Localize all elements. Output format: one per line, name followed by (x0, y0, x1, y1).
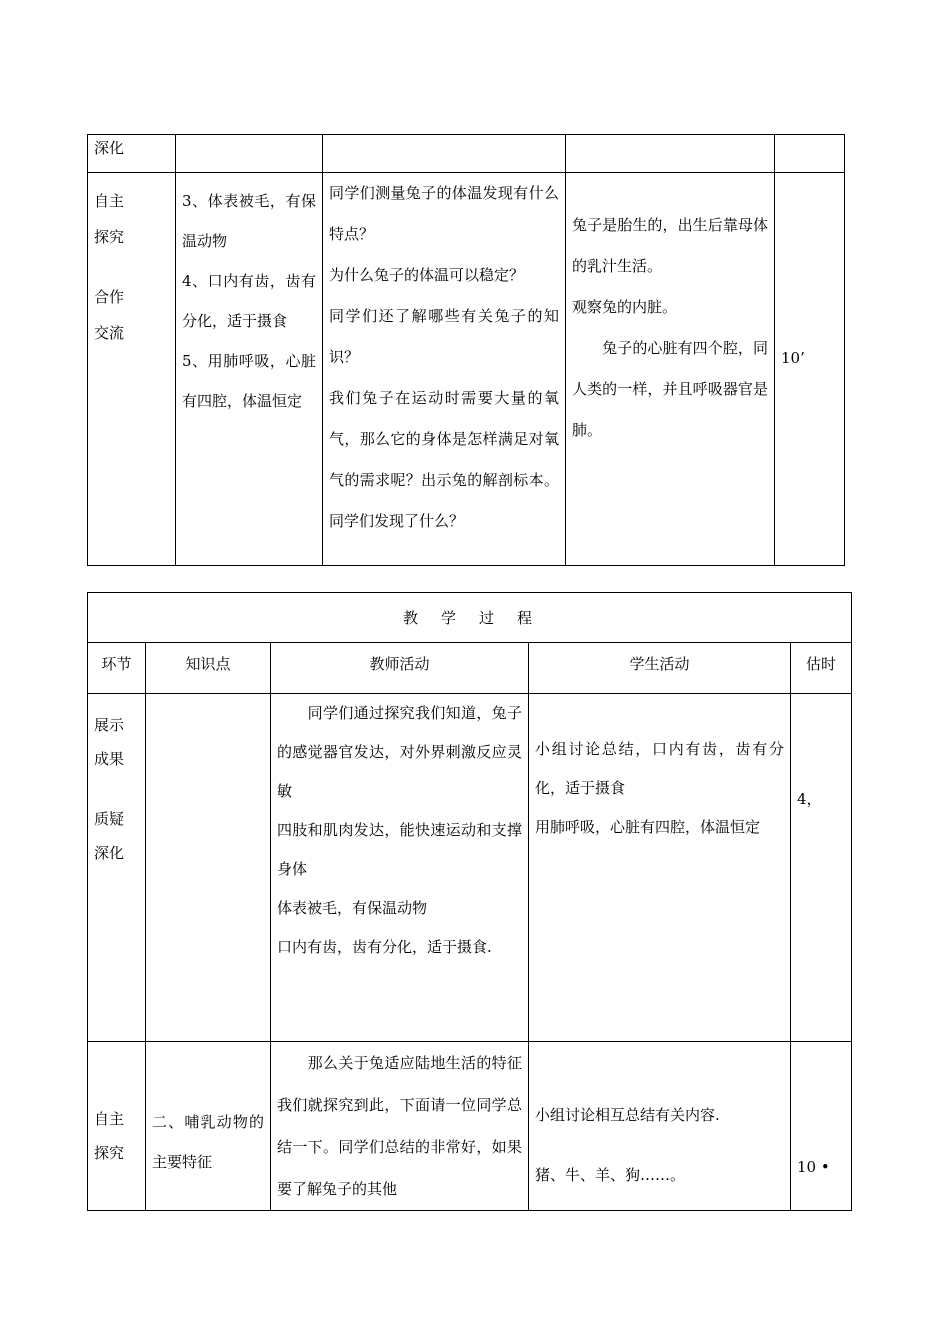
student-cell: 兔子是胎生的，出生后靠母体的乳汁生活。 观察兔的内脏。 兔子的心脏有四个腔，同人类的一样，并且呼吸器官是肺。 (566, 173, 775, 566)
table-title-row (88, 593, 852, 643)
time-text: 10 • (797, 1158, 830, 1176)
table-row (88, 1042, 852, 1211)
time-text: 4， (797, 790, 822, 808)
teacher-cell: 同学们通过探究我们知道，兔子的感觉器官发达，对外界刺激反应灵敏 四肢和肌肉发达，能快速运动和支撑身体 体表被毛，有保温动物 口内有齿，齿有分化，适于摄食. (271, 694, 529, 1042)
lesson-table-top (87, 134, 845, 566)
knowledge-cell: 二、哺乳动物的主要特征 (146, 1042, 271, 1211)
stage-text: 质疑 深化 (94, 810, 125, 862)
stage-text: 展示 成果 (94, 716, 125, 768)
stage-cell (88, 135, 176, 173)
stage-cell (88, 173, 176, 566)
title-text: 教 学 过 程 (402, 608, 536, 627)
stage-text: 合作 交流 (94, 288, 125, 342)
table-row (88, 135, 845, 173)
student-cell: 小组讨论相互总结有关内容. 猪、牛、羊、狗……。 (529, 1042, 791, 1211)
table-row (88, 694, 852, 1042)
time-cell (791, 1042, 852, 1211)
header-student: 学生活动 (529, 643, 791, 694)
header-stage: 环节 (88, 643, 146, 694)
header-knowledge: 知识点 (146, 643, 271, 694)
header-time: 估时 (791, 643, 852, 694)
stage-cell (88, 694, 146, 1042)
time-text: 10’ (781, 349, 805, 367)
student-cell: 小组讨论总结，口内有齿，齿有分化，适于摄食 用肺呼吸，心脏有四腔，体温恒定 (529, 694, 791, 1042)
table-header-row (88, 643, 852, 694)
time-cell (775, 135, 845, 173)
stage-cell: 自主 探究 (88, 1042, 146, 1211)
teacher-cell: 同学们测量兔子的体温发现有什么特点？ 为什么兔子的体温可以稳定？ 同学们还了解哪些有关兔子的知识？ 我们兔子在运动时需要大量的氧气，那么它的身体是怎样满足对氧气的需求呢？出示兔的解剖标本。同学们发现了什么？ (323, 173, 566, 566)
stage-text: 自主 探究 (94, 192, 125, 246)
header-teacher: 教师活动 (271, 643, 529, 694)
teacher-cell: 那么关于兔适应陆地生活的特征我们就探究到此，下面请一位同学总结一下。同学们总结的非常好，如果要了解兔子的其他 (271, 1042, 529, 1211)
table-title (88, 593, 852, 643)
lesson-table-bottom (87, 592, 852, 1211)
time-cell (791, 694, 852, 1042)
time-cell (775, 173, 845, 566)
knowledge-cell (146, 694, 271, 1042)
knowledge-cell (176, 135, 323, 173)
knowledge-cell: 3、体表被毛，有保温动物 4、口内有齿，齿有分化，适于摄食 5、用肺呼吸，心脏有四腔，体温恒定 (176, 173, 323, 566)
student-cell (566, 135, 775, 173)
table-row (88, 173, 845, 566)
teacher-cell (323, 135, 566, 173)
stage-text: 深化 (94, 139, 125, 157)
